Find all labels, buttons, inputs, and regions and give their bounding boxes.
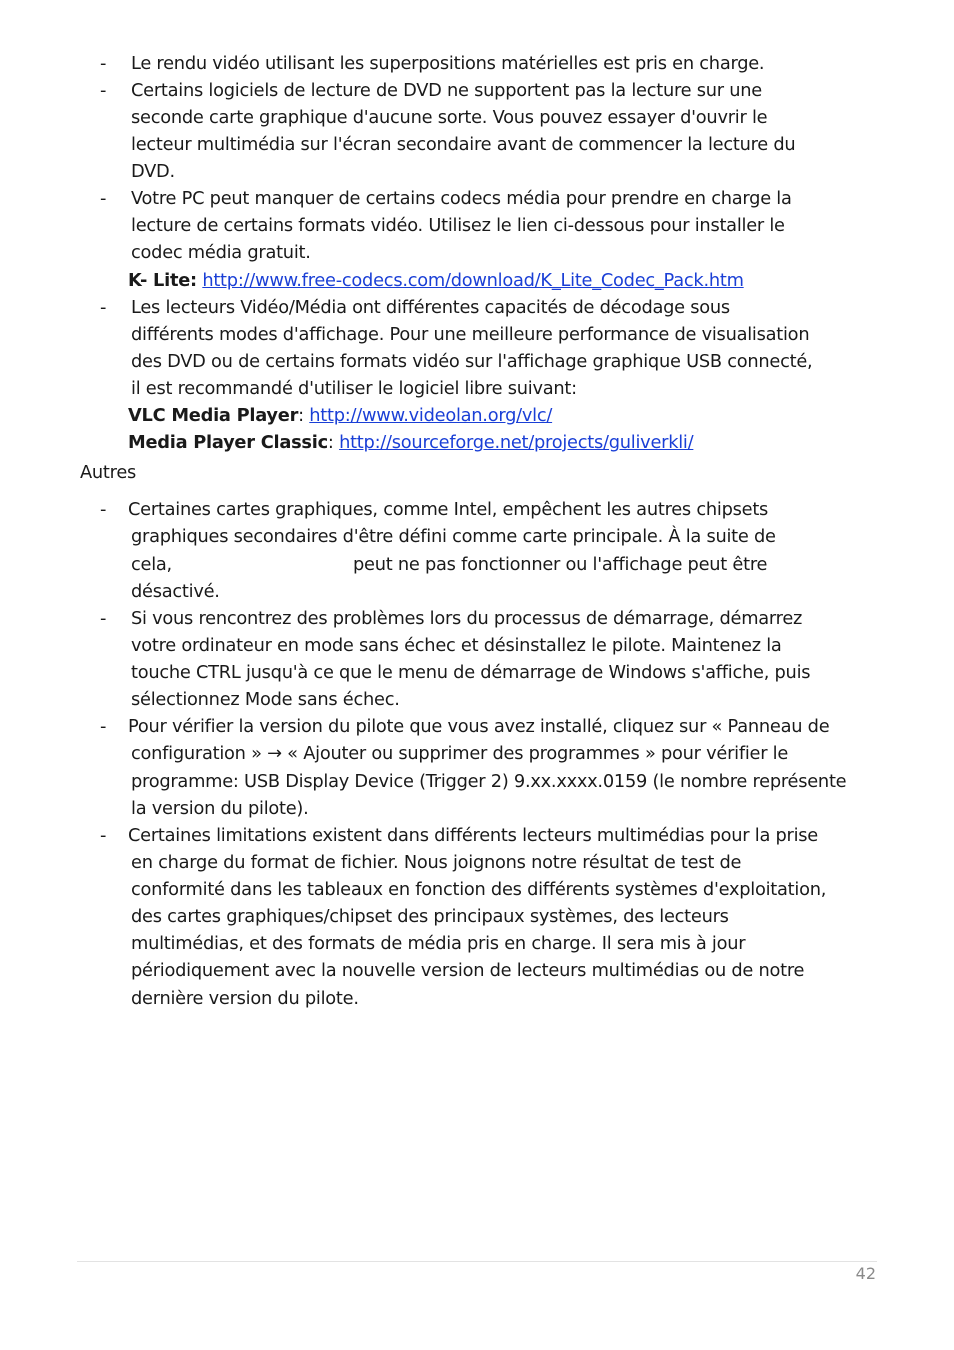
vlc-separator: : xyxy=(298,405,310,426)
bitem1-line2: graphiques secondaires d'être défini comme carte principale. À la suite de xyxy=(131,526,776,547)
bitem3-line3: programme: USB Display Device (Trigger 2) 9.xx.xxxx.0159 (le nombre représente xyxy=(131,771,847,792)
mpc-link[interactable]: http://sourceforge.net/projects/guliverkli/ xyxy=(339,432,694,453)
bitem3-line4: la version du pilote). xyxy=(131,798,309,819)
item4-line3: des DVD ou de certains formats vidéo sur l'affichage graphique USB connecté, xyxy=(131,351,813,372)
bullet-dash: - xyxy=(100,716,107,737)
bitem3-line1: Pour vérifier la version du pilote que vous avez installé, cliquez sur « Panneau de xyxy=(128,716,830,737)
vlc-link[interactable]: http://www.videolan.org/vlc/ xyxy=(309,405,553,426)
mpc-separator: : xyxy=(327,432,340,453)
item3-line3: codec média gratuit. xyxy=(131,242,311,263)
klite-label: K- Lite: xyxy=(128,270,197,291)
item2-line4: DVD. xyxy=(131,161,175,182)
bitem4-line2: en charge du format de fichier. Nous joignons notre résultat de test de xyxy=(131,852,742,873)
bitem3-line2: configuration » → « Ajouter ou supprimer des programmes » pour vérifier le xyxy=(131,743,789,764)
bitem1-line3-continued: peut ne pas fonctionner ou l'affichage peut être xyxy=(353,554,768,575)
bullet-dash: - xyxy=(100,608,107,629)
bitem2-line3: touche CTRL jusqu'à ce que le menu de démarrage de Windows s'affiche, puis xyxy=(131,662,811,683)
bitem4-line1: Certaines limitations existent dans différents lecteurs multimédias pour la prise xyxy=(128,825,819,846)
bitem4-line4: des cartes graphiques/chipset des principaux systèmes, des lecteurs xyxy=(131,906,729,927)
bitem1-line4: désactivé. xyxy=(131,581,220,602)
page-number: 42 xyxy=(855,1264,876,1283)
bitem4-line7: dernière version du pilote. xyxy=(131,988,359,1009)
bitem2-line4: sélectionnez Mode sans échec. xyxy=(131,689,400,710)
item3-line1: Votre PC peut manquer de certains codecs média pour prendre en charge la xyxy=(131,188,792,209)
bullet-dash: - xyxy=(100,80,107,101)
item2-line2: seconde carte graphique d'aucune sorte. Vous pouvez essayer d'ouvrir le xyxy=(131,107,768,128)
vlc-label: VLC Media Player xyxy=(128,405,299,426)
mpc-label: Media Player Classic xyxy=(128,432,328,453)
mpc-reference xyxy=(128,429,693,456)
bullet-dash: - xyxy=(100,297,107,318)
bullet-dash: - xyxy=(100,53,107,74)
vlc-reference xyxy=(128,402,552,429)
bullet-dash: - xyxy=(100,825,107,846)
bullet-dash: - xyxy=(100,499,107,520)
item1-line1: Le rendu vidéo utilisant les superpositions matérielles est pris en charge. xyxy=(131,53,765,74)
footer-divider xyxy=(77,1261,877,1262)
klite-reference xyxy=(128,267,744,294)
bitem2-line1: Si vous rencontrez des problèmes lors du processus de démarrage, démarrez xyxy=(131,608,803,629)
klite-link[interactable]: http://www.free-codecs.com/download/K_Lite_Codec_Pack.htm xyxy=(202,270,744,291)
bullet-dash: - xyxy=(100,188,107,209)
item3-line2: lecture de certains formats vidéo. Utilisez le lien ci-dessous pour installer le xyxy=(131,215,785,236)
section-title-autres: Autres xyxy=(80,462,137,483)
bitem2-line2: votre ordinateur en mode sans échec et désinstallez le pilote. Maintenez la xyxy=(131,635,782,656)
item4-line4: il est recommandé d'utiliser le logiciel libre suivant: xyxy=(131,378,577,399)
bitem4-line6: périodiquement avec la nouvelle version de lecteurs multimédias ou de notre xyxy=(131,960,805,981)
item4-line2: différents modes d'affichage. Pour une meilleure performance de visualisation xyxy=(131,324,810,345)
bitem1-line1: Certaines cartes graphiques, comme Intel, empêchent les autres chipsets xyxy=(128,499,769,520)
bitem4-line5: multimédias, et des formats de média pris en charge. Il sera mis à jour xyxy=(131,933,746,954)
bitem4-line3: conformité dans les tableaux en fonction des différents systèmes d'exploitation, xyxy=(131,879,827,900)
item4-line1: Les lecteurs Vidéo/Média ont différentes capacités de décodage sous xyxy=(131,297,730,318)
bitem1-line3: cela, xyxy=(131,554,172,575)
item2-line1: Certains logiciels de lecture de DVD ne supportent pas la lecture sur une xyxy=(131,80,762,101)
item2-line3: lecteur multimédia sur l'écran secondaire avant de commencer la lecture du xyxy=(131,134,796,155)
